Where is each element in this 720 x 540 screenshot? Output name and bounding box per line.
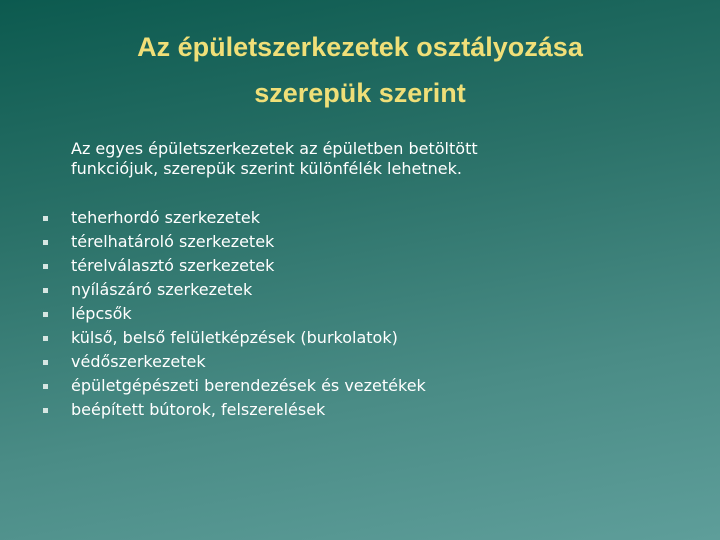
bullet-square-icon: [43, 336, 48, 341]
bullet-square-icon: [43, 288, 48, 293]
bullet-text: védőszerkezetek: [71, 352, 206, 371]
bullet-text: teherhordó szerkezetek: [71, 208, 260, 227]
title-line-1: Az épületszerkezetek osztályozása: [137, 32, 583, 62]
intro-paragraph: [71, 139, 671, 179]
bullet-item: [42, 326, 426, 350]
slide-title: [0, 24, 720, 116]
bullet-text: nyílászáró szerkezetek: [71, 280, 253, 299]
intro-line-1: Az egyes épületszerkezetek az épületben betöltött: [71, 139, 478, 158]
bullet-text: beépített bútorok, felszerelések: [71, 400, 326, 419]
bullet-square-icon: [43, 264, 48, 269]
bullet-text: térelhatároló szerkezetek: [71, 232, 275, 251]
bullet-text: térelválasztó szerkezetek: [71, 256, 275, 275]
bullet-item: [42, 206, 426, 230]
bullet-text: lépcsők: [71, 304, 132, 323]
bullet-text: épületgépészeti berendezések és vezetékek: [71, 376, 426, 395]
bullet-square-icon: [43, 216, 48, 221]
bullet-text: külső, belső felületképzések (burkolatok): [71, 328, 398, 347]
bullet-list: [42, 206, 426, 422]
bullet-square-icon: [43, 312, 48, 317]
bullet-square-icon: [43, 240, 48, 245]
bullet-square-icon: [43, 384, 48, 389]
bullet-item: [42, 230, 426, 254]
bullet-item: [42, 374, 426, 398]
title-line-2: szerepük szerint: [254, 78, 466, 108]
bullet-item: [42, 278, 426, 302]
bullet-item: [42, 398, 426, 422]
intro-line-2: funkciójuk, szerepük szerint különfélék lehetnek.: [71, 159, 462, 178]
bullet-square-icon: [43, 360, 48, 365]
bullet-item: [42, 302, 426, 326]
bullet-item: [42, 254, 426, 278]
bullet-square-icon: [43, 408, 48, 413]
bullet-item: [42, 350, 426, 374]
